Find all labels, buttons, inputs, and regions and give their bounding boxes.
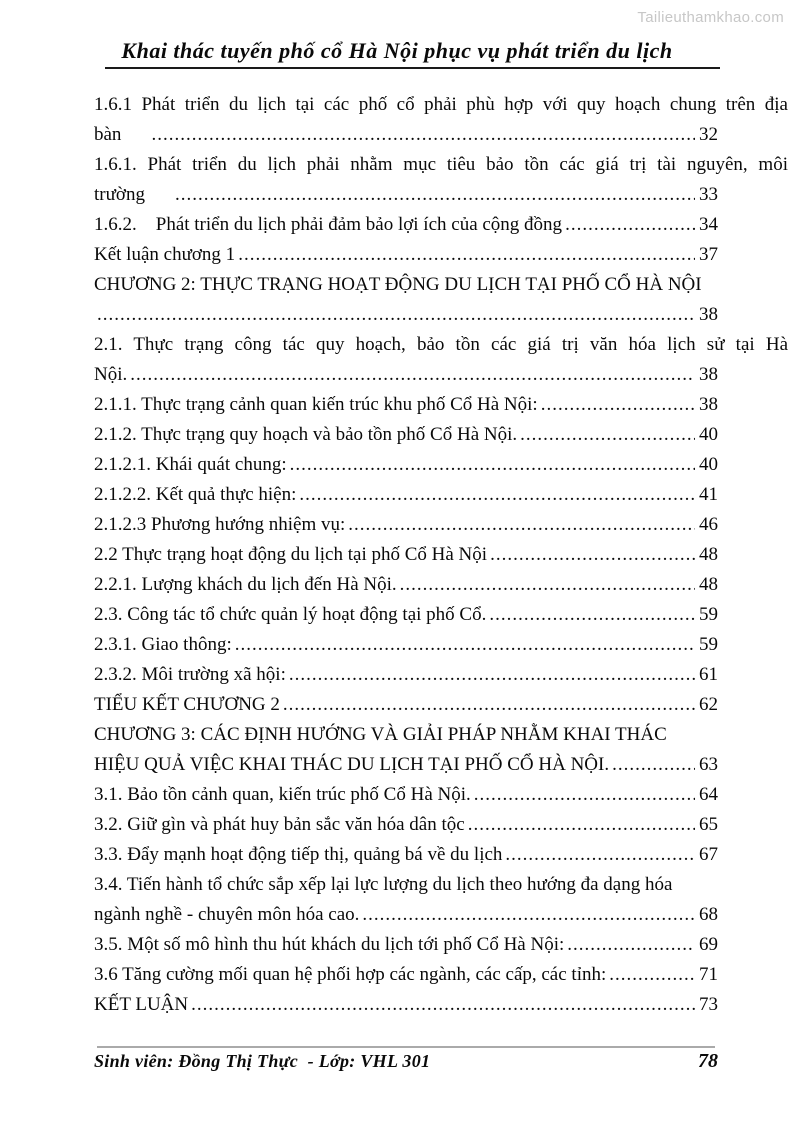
toc-entry-text: 3.2. Giữ gìn và phát huy bản sắc văn hóa dân tộc [94, 814, 465, 835]
toc-page-number: 48 [699, 574, 718, 595]
toc-dot-leader [238, 240, 695, 270]
toc-entry [94, 120, 788, 150]
toc-dot-leader [565, 210, 695, 240]
toc-page-number: 61 [699, 664, 718, 685]
toc-entry [94, 240, 788, 270]
toc-entry-text: CHƯƠNG 2: THỰC TRẠNG HOẠT ĐỘNG DU LỊCH TẠI PHỐ CỔ HÀ NỘI [94, 274, 702, 295]
toc-entry [94, 210, 788, 240]
toc-entry [94, 420, 788, 450]
toc-dot-leader [612, 750, 695, 780]
toc-dot-leader [609, 960, 695, 990]
toc-entry [94, 150, 788, 180]
toc-entry-text: HIỆU QUẢ VIỆC KHAI THÁC DU LỊCH TẠI PHỐ CỔ HÀ NỘI. [94, 754, 610, 775]
toc-page-number: 62 [699, 694, 718, 715]
toc-entry-text: 1.6.1. Phát triển du lịch phải nhằm mục tiêu bảo tồn các giá trị tài nguyên, môi [94, 154, 788, 175]
toc-entry-text: 2.1.2.2. Kết quả thực hiện: [94, 484, 297, 505]
toc-entry-text: KẾT LUẬN [94, 994, 189, 1015]
toc-page-number: 71 [699, 964, 718, 985]
toc-entry-text: bàn [94, 124, 122, 145]
toc-page-number: 38 [699, 364, 718, 385]
page-footer [94, 1050, 718, 1073]
toc-page-number: 34 [699, 214, 718, 235]
toc-entry-text: 2.1.2.3 Phương hướng nhiệm vụ: [94, 514, 346, 535]
toc-dot-leader [283, 690, 695, 720]
toc-dot-leader [474, 780, 695, 810]
toc-page-number: 67 [699, 844, 718, 865]
toc-entry-text: 3.4. Tiến hành tổ chức sắp xếp lại lực lượng du lịch theo hướng đa dạng hóa [94, 874, 673, 895]
toc-dot-leader [520, 420, 695, 450]
toc-entry [94, 750, 788, 780]
toc-page-number: 32 [699, 124, 718, 145]
toc-entry [94, 390, 788, 420]
toc-entry-text: 2.3.2. Môi trường xã hội: [94, 664, 286, 685]
toc-page-number: 64 [699, 784, 718, 805]
toc-entry [94, 780, 788, 810]
toc-entry [94, 180, 788, 210]
toc-entry-text: 1.6.2. Phát triển du lịch phải đảm bảo lợi ích của cộng đồng [94, 214, 563, 235]
toc-page-number: 59 [699, 604, 718, 625]
toc-dot-leader [505, 840, 695, 870]
page-header-title: Khai thác tuyến phố cổ Hà Nội phục vụ phát triển du lịch [121, 38, 673, 63]
toc-entry-text: Kết luận chương 1 [94, 244, 236, 265]
toc-entry-text: 3.6 Tăng cường mối quan hệ phối hợp các ngành, các cấp, các tỉnh: [94, 964, 607, 985]
toc-dot-leader [290, 450, 695, 480]
toc-page-number: 41 [699, 484, 718, 505]
toc-entry-text: 2.2.1. Lượng khách du lịch đến Hà Nội. [94, 574, 397, 595]
toc-dot-leader [490, 540, 695, 570]
toc-entry-text: 3.1. Bảo tồn cảnh quan, kiến trúc phố Cổ Hà Nội. [94, 784, 471, 805]
toc-entry-text: 1.6.1 Phát triển du lịch tại các phố cổ phải phù hợp với quy hoạch chung trên địa [94, 94, 788, 115]
toc-page-number: 73 [699, 994, 718, 1015]
toc-dot-leader [151, 120, 695, 150]
toc-dot-leader [97, 300, 695, 330]
footer-page-number: 78 [698, 1050, 718, 1072]
toc-dot-leader [235, 630, 695, 660]
table-of-contents [94, 90, 788, 1020]
toc-entry [94, 570, 788, 600]
toc-entry-text: trường [94, 184, 145, 205]
toc-entry [94, 360, 788, 390]
toc-page-number: 38 [699, 304, 718, 325]
footer-rule [97, 1046, 715, 1048]
toc-page-number: 33 [699, 184, 718, 205]
footer-student-info: Sinh viên: Đồng Thị Thực - Lớp: VHL 301 [94, 1051, 431, 1071]
toc-entry [94, 690, 788, 720]
toc-dot-leader [468, 810, 695, 840]
toc-entry [94, 930, 788, 960]
toc-page-number: 65 [699, 814, 718, 835]
toc-page-number: 63 [699, 754, 718, 775]
toc-entry [94, 870, 788, 900]
toc-page-number: 40 [699, 454, 718, 475]
toc-page-number: 48 [699, 544, 718, 565]
toc-entry [94, 960, 788, 990]
toc-dot-leader [175, 180, 695, 210]
toc-entry [94, 660, 788, 690]
toc-entry [94, 480, 788, 510]
toc-entry-chapter-heading [94, 720, 788, 750]
toc-dot-leader [541, 390, 695, 420]
toc-entry [94, 900, 788, 930]
toc-entry-text: ngành nghề - chuyên môn hóa cao. [94, 904, 360, 925]
toc-dot-leader [348, 510, 695, 540]
toc-dot-leader [567, 930, 695, 960]
toc-entry [94, 90, 788, 120]
toc-entry [94, 990, 788, 1020]
toc-dot-leader [489, 600, 695, 630]
toc-page-number: 38 [699, 394, 718, 415]
toc-page-number: 68 [699, 904, 718, 925]
toc-dot-leader [400, 570, 695, 600]
toc-entry-text: 3.5. Một số mô hình thu hút khách du lịch tới phố Cổ Hà Nội: [94, 934, 565, 955]
toc-entry [94, 510, 788, 540]
watermark: Tailieuthamkhao.com [637, 9, 784, 26]
toc-entry-text: 2.1.2. Thực trạng quy hoạch và bảo tồn phố Cổ Hà Nội. [94, 424, 518, 445]
toc-entry-text: 2.1. Thực trạng công tác quy hoạch, bảo tồn các giá trị văn hóa lịch sử tại Hà [94, 334, 788, 355]
toc-dot-leader [130, 360, 695, 390]
toc-entry-chapter-heading [94, 270, 788, 300]
toc-page-number: 40 [699, 424, 718, 445]
toc-entry-text: 2.1.1. Thực trạng cảnh quan kiến trúc khu phố Cổ Hà Nội: [94, 394, 538, 415]
header-rule [105, 67, 720, 69]
toc-entry [94, 330, 788, 360]
toc-entry [94, 300, 788, 330]
toc-entry [94, 540, 788, 570]
toc-entry-text: 3.3. Đẩy mạnh hoạt động tiếp thị, quảng bá về du lịch [94, 844, 503, 865]
toc-entry-text: TIỂU KẾT CHƯƠNG 2 [94, 694, 280, 715]
toc-entry-text: 2.2 Thực trạng hoạt động du lịch tại phố Cổ Hà Nội [94, 544, 488, 565]
toc-dot-leader [299, 480, 695, 510]
toc-entry [94, 450, 788, 480]
toc-entry-text: Nội. [94, 364, 128, 385]
toc-page-number: 46 [699, 514, 718, 535]
toc-page-number: 37 [699, 244, 718, 265]
toc-entry-text: CHƯƠNG 3: CÁC ĐỊNH HƯỚNG VÀ GIẢI PHÁP NHẰM KHAI THÁC [94, 724, 667, 745]
toc-entry-text: 2.1.2.1. Khái quát chung: [94, 454, 287, 475]
toc-dot-leader [191, 990, 695, 1020]
toc-entry-text: 2.3. Công tác tổ chức quản lý hoạt động tại phố Cổ. [94, 604, 487, 625]
toc-entry [94, 630, 788, 660]
toc-entry [94, 840, 788, 870]
toc-page-number: 69 [699, 934, 718, 955]
toc-entry [94, 810, 788, 840]
toc-entry-text: 2.3.1. Giao thông: [94, 634, 232, 655]
toc-entry [94, 600, 788, 630]
toc-page-number: 59 [699, 634, 718, 655]
toc-dot-leader [289, 660, 695, 690]
toc-dot-leader [362, 900, 695, 930]
